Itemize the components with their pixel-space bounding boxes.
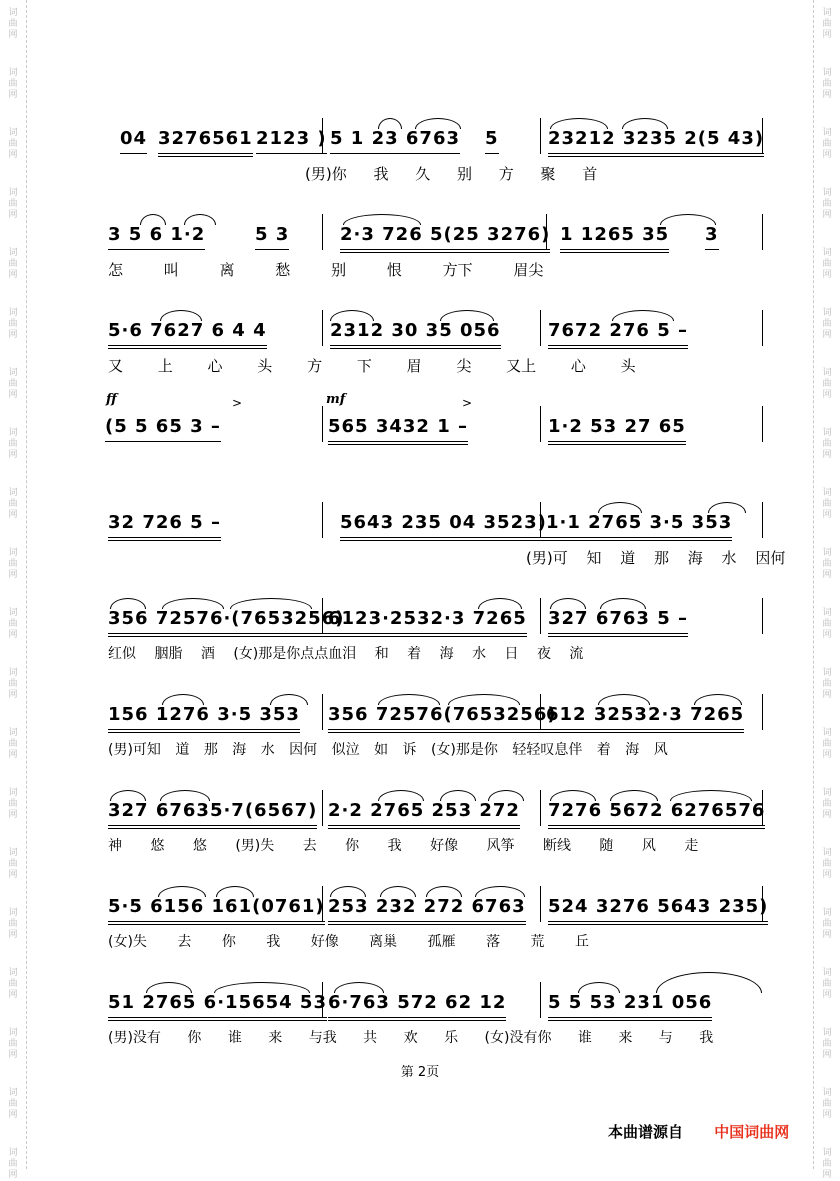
watermark-text: 词曲网 — [8, 308, 18, 340]
notation-segment: 356 72576(7653256) — [328, 704, 557, 725]
bar-line — [322, 406, 323, 442]
bar-line — [762, 310, 763, 346]
notation-segment: 327 67635·7(6567) — [108, 800, 318, 821]
lyric-line: (男)可知 道 那 海 水 因何 似泣 如 诉 (女)那是你 轻轻叹息伴 着 海 风 — [108, 742, 668, 758]
score-row — [0, 392, 840, 512]
notation-segment: 5 3 — [255, 224, 290, 245]
bar-line — [762, 790, 763, 826]
bar-line — [540, 598, 541, 634]
notation-segment: 3276561 — [158, 128, 253, 149]
score-row — [0, 512, 840, 608]
watermark-text: 词曲网 — [8, 908, 18, 940]
watermark-text: 词曲网 — [8, 248, 18, 280]
bar-line — [322, 982, 323, 1018]
watermark-text: 词曲网 — [822, 968, 832, 1000]
notation-segment: 04 — [120, 128, 148, 149]
notation-segment: 5 1 23 6763 — [330, 128, 460, 149]
bar-line — [540, 502, 541, 538]
lyric-line: 红似 胭脂 酒 (女)那是你点点血泪 和 着 海 水 日 夜 流 — [108, 646, 584, 662]
watermark-text: 词曲网 — [8, 68, 18, 100]
source-site-link[interactable]: 中国词曲网 — [714, 1123, 790, 1141]
bar-line — [762, 502, 763, 538]
lyric-line: 怎 叫 离 愁 别 恨 方下 眉尖 — [108, 261, 544, 279]
notation-segment: 2312 30 35 056 — [330, 320, 501, 341]
notation-segment: 1·2 53 27 65 — [548, 416, 686, 437]
bar-line — [762, 118, 763, 154]
notation-segment: 524 3276 5643 235) — [548, 896, 769, 917]
slur-mark — [415, 118, 461, 129]
watermark-text: 词曲网 — [822, 368, 832, 400]
accent-mark: > — [232, 396, 243, 410]
watermark-text: 词曲网 — [8, 848, 18, 880]
notation-segment: 51 2765 6·15654 53 — [108, 992, 327, 1013]
watermark-text: 词曲网 — [822, 608, 832, 640]
watermark-text: 词曲网 — [822, 1148, 832, 1180]
watermark-text: 词曲网 — [8, 728, 18, 760]
bar-line — [762, 598, 763, 634]
accent-mark: > — [462, 396, 473, 410]
bar-line — [322, 694, 323, 730]
watermark-text: 词曲网 — [822, 428, 832, 460]
watermark-text: 词曲网 — [8, 968, 18, 1000]
watermark-text: 词曲网 — [822, 188, 832, 220]
bar-line — [322, 214, 323, 250]
bar-line — [762, 214, 763, 250]
notation-segment: 565 3432 1 – — [328, 416, 468, 437]
bar-line — [540, 790, 541, 826]
page-number: 第 2页 — [400, 1065, 440, 1080]
notation-segment: 32 726 5 – — [108, 512, 221, 533]
watermark-text: 词曲网 — [8, 368, 18, 400]
notation-segment: 5 — [485, 128, 499, 149]
notation-segment: 5·6 7627 6 4 4 — [108, 320, 267, 341]
watermark-text: 词曲网 — [822, 128, 832, 160]
source-label: 本曲谱源自 — [608, 1123, 684, 1141]
notation-segment: 7276 5672 6276576 — [548, 800, 766, 821]
watermark-text: 词曲网 — [8, 548, 18, 580]
notation-segment: 5 5 53 231 056 — [548, 992, 713, 1013]
slur-mark — [378, 118, 402, 129]
watermark-text: 词曲网 — [822, 788, 832, 820]
bar-line — [540, 406, 541, 442]
bar-line — [322, 118, 323, 154]
watermark-text: 词曲网 — [822, 248, 832, 280]
notation-segment: 23212 3235 2(5 43) — [548, 128, 765, 149]
bar-line — [322, 790, 323, 826]
watermark-text: 词曲网 — [8, 128, 18, 160]
watermark-text: 词曲网 — [822, 908, 832, 940]
watermark-text: 词曲网 — [822, 68, 832, 100]
notation-segment: 356 72576·(7653256) — [108, 608, 345, 629]
watermark-text: 词曲网 — [822, 8, 832, 40]
bar-line — [540, 982, 541, 1018]
slur-mark — [622, 118, 668, 129]
lyric-line: 又 上 心 头 方 下 眉 尖 又上 心 头 — [108, 357, 636, 375]
watermark-text: 词曲网 — [8, 188, 18, 220]
dynamic-mark: ff — [106, 392, 117, 407]
bar-line — [322, 310, 323, 346]
watermark-text: 词曲网 — [8, 608, 18, 640]
watermark-text: 词曲网 — [8, 1148, 18, 1180]
watermark-text: 词曲网 — [8, 428, 18, 460]
watermark-text: 词曲网 — [822, 1088, 832, 1120]
notation-segment: 327 6763 5 – — [548, 608, 688, 629]
watermark-text: 词曲网 — [8, 8, 18, 40]
bar-line — [540, 694, 541, 730]
watermark-text: 词曲网 — [8, 1028, 18, 1060]
watermark-text: 词曲网 — [822, 668, 832, 700]
score-row — [0, 224, 840, 320]
lyric-line: (男)可 知 道 那 海 水 因何 — [526, 549, 786, 567]
score-row — [0, 800, 840, 896]
notation-segment: 612 32532·3 7265 — [546, 704, 745, 725]
bar-line — [762, 886, 763, 922]
bar-line — [322, 502, 323, 538]
notation-segment: 6123·2532·3 7265 — [328, 608, 527, 629]
watermark-text: 词曲网 — [8, 668, 18, 700]
watermark-text: 词曲网 — [822, 308, 832, 340]
watermark-text: 词曲网 — [822, 728, 832, 760]
bar-line — [322, 886, 323, 922]
lyric-line: (女)失 去 你 我 好像 离巢 孤雁 落 荒 丘 — [108, 934, 589, 950]
lyric-line: (男)你 我 久 别 方 聚 首 — [305, 165, 598, 183]
watermark-text: 词曲网 — [8, 488, 18, 520]
notation-segment: 6·763 572 62 12 — [328, 992, 507, 1013]
bar-line — [540, 310, 541, 346]
watermark-text: 词曲网 — [8, 1088, 18, 1120]
notation-segment: 2·2 2765 253 272 — [328, 800, 520, 821]
notation-segment: 5643 235 04 3523) — [340, 512, 547, 533]
slur-mark — [550, 118, 608, 129]
watermark-text: 词曲网 — [822, 1028, 832, 1060]
notation-segment: 2123 ) — [256, 128, 327, 149]
score-row — [0, 704, 840, 800]
notation-segment: 3 — [705, 224, 719, 245]
notation-segment: 156 1276 3·5 353 — [108, 704, 300, 725]
notation-segment: 3 5 6 1·2 — [108, 224, 206, 245]
watermark-text: 词曲网 — [822, 488, 832, 520]
bar-line — [540, 886, 541, 922]
bar-line — [762, 406, 763, 442]
notation-segment: 7672 276 5 – — [548, 320, 688, 341]
notation-segment: 253 232 272 6763 — [328, 896, 526, 917]
score-row — [0, 128, 840, 224]
bar-line — [762, 694, 763, 730]
lyric-line: 神 悠 悠 (男)失 去 你 我 好像 风筝 断线 随 风 走 — [108, 838, 699, 854]
dynamic-mark: mf — [326, 392, 346, 407]
notation-segment: 2·3 726 5(25 3276) — [340, 224, 551, 245]
bar-line — [546, 214, 547, 250]
lyric-line: (男)没有 你 谁 来 与我 共 欢 乐 (女)没有你 谁 来 与 我 — [108, 1030, 714, 1046]
notation-segment: 1·1 2765 3·5 353 — [546, 512, 733, 533]
score-row — [0, 608, 840, 704]
watermark-text: 词曲网 — [822, 548, 832, 580]
notation-segment: 1 1265 35 — [560, 224, 670, 245]
notation-segment: (5 5 65 3 – — [105, 416, 221, 437]
bar-line — [322, 598, 323, 634]
score-row — [0, 320, 840, 416]
watermark-text: 词曲网 — [822, 848, 832, 880]
watermark-text: 词曲网 — [8, 788, 18, 820]
source-credit — [608, 1121, 789, 1142]
bar-line — [540, 118, 541, 154]
notation-segment: 5·5 6156 161(0761) — [108, 896, 325, 917]
